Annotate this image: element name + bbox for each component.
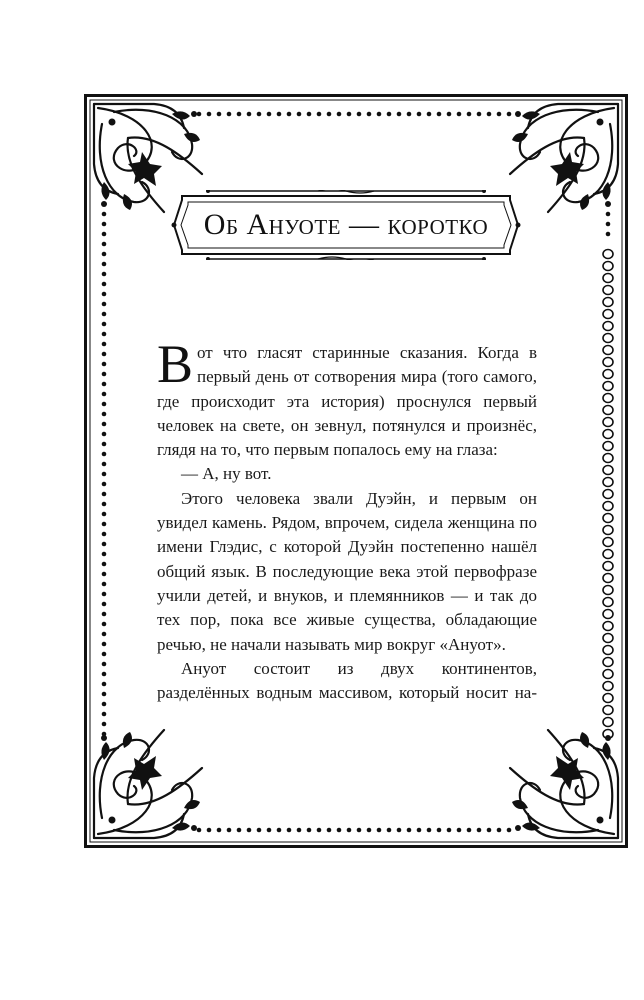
corner-flourish-bottom-right [510,730,618,838]
dotted-border-top [197,112,512,117]
ring-chain-right [603,250,613,739]
paragraph-2: — А, ну вот. [181,464,272,484]
dotted-border-bottom [197,828,512,833]
chapter-title: Об Ануоте — коротко [203,208,489,241]
paragraph-1-text: от что гласят старинные сказания. Когда в первый день от сотворения мира (того самого, где происходит эта история) проснулся первый человек на свете, он зевнул, потянулся и произнёс, глядя на то, что первым попалось ему на глаза: [157,343,537,460]
corner-flourish-top-right [510,104,618,212]
paragraph-1 [157,334,537,462]
chapter-body [157,334,537,705]
chapter-title-banner [168,190,524,260]
drop-cap: В [157,334,194,394]
dotted-border-left [102,202,107,737]
corner-flourish-bottom-left [94,730,202,838]
paragraph-4: Ануот состоит из двух континентов, разделённых водным массивом, который носит на- [157,658,537,703]
paragraph-3: Этого человека звали Дуэйн, и первым он увидел камень. Рядом, впрочем, сидела женщина по имени Глэдис, с которой Дуэйн постепенно нашёл общий язык. В последующие века этой первофразе учили детей, и внуков, и племянников — и так до тех пор, пока все живые существа, обладающие речью, не начали называть мир вокруг «Ануот». [157,488,537,654]
